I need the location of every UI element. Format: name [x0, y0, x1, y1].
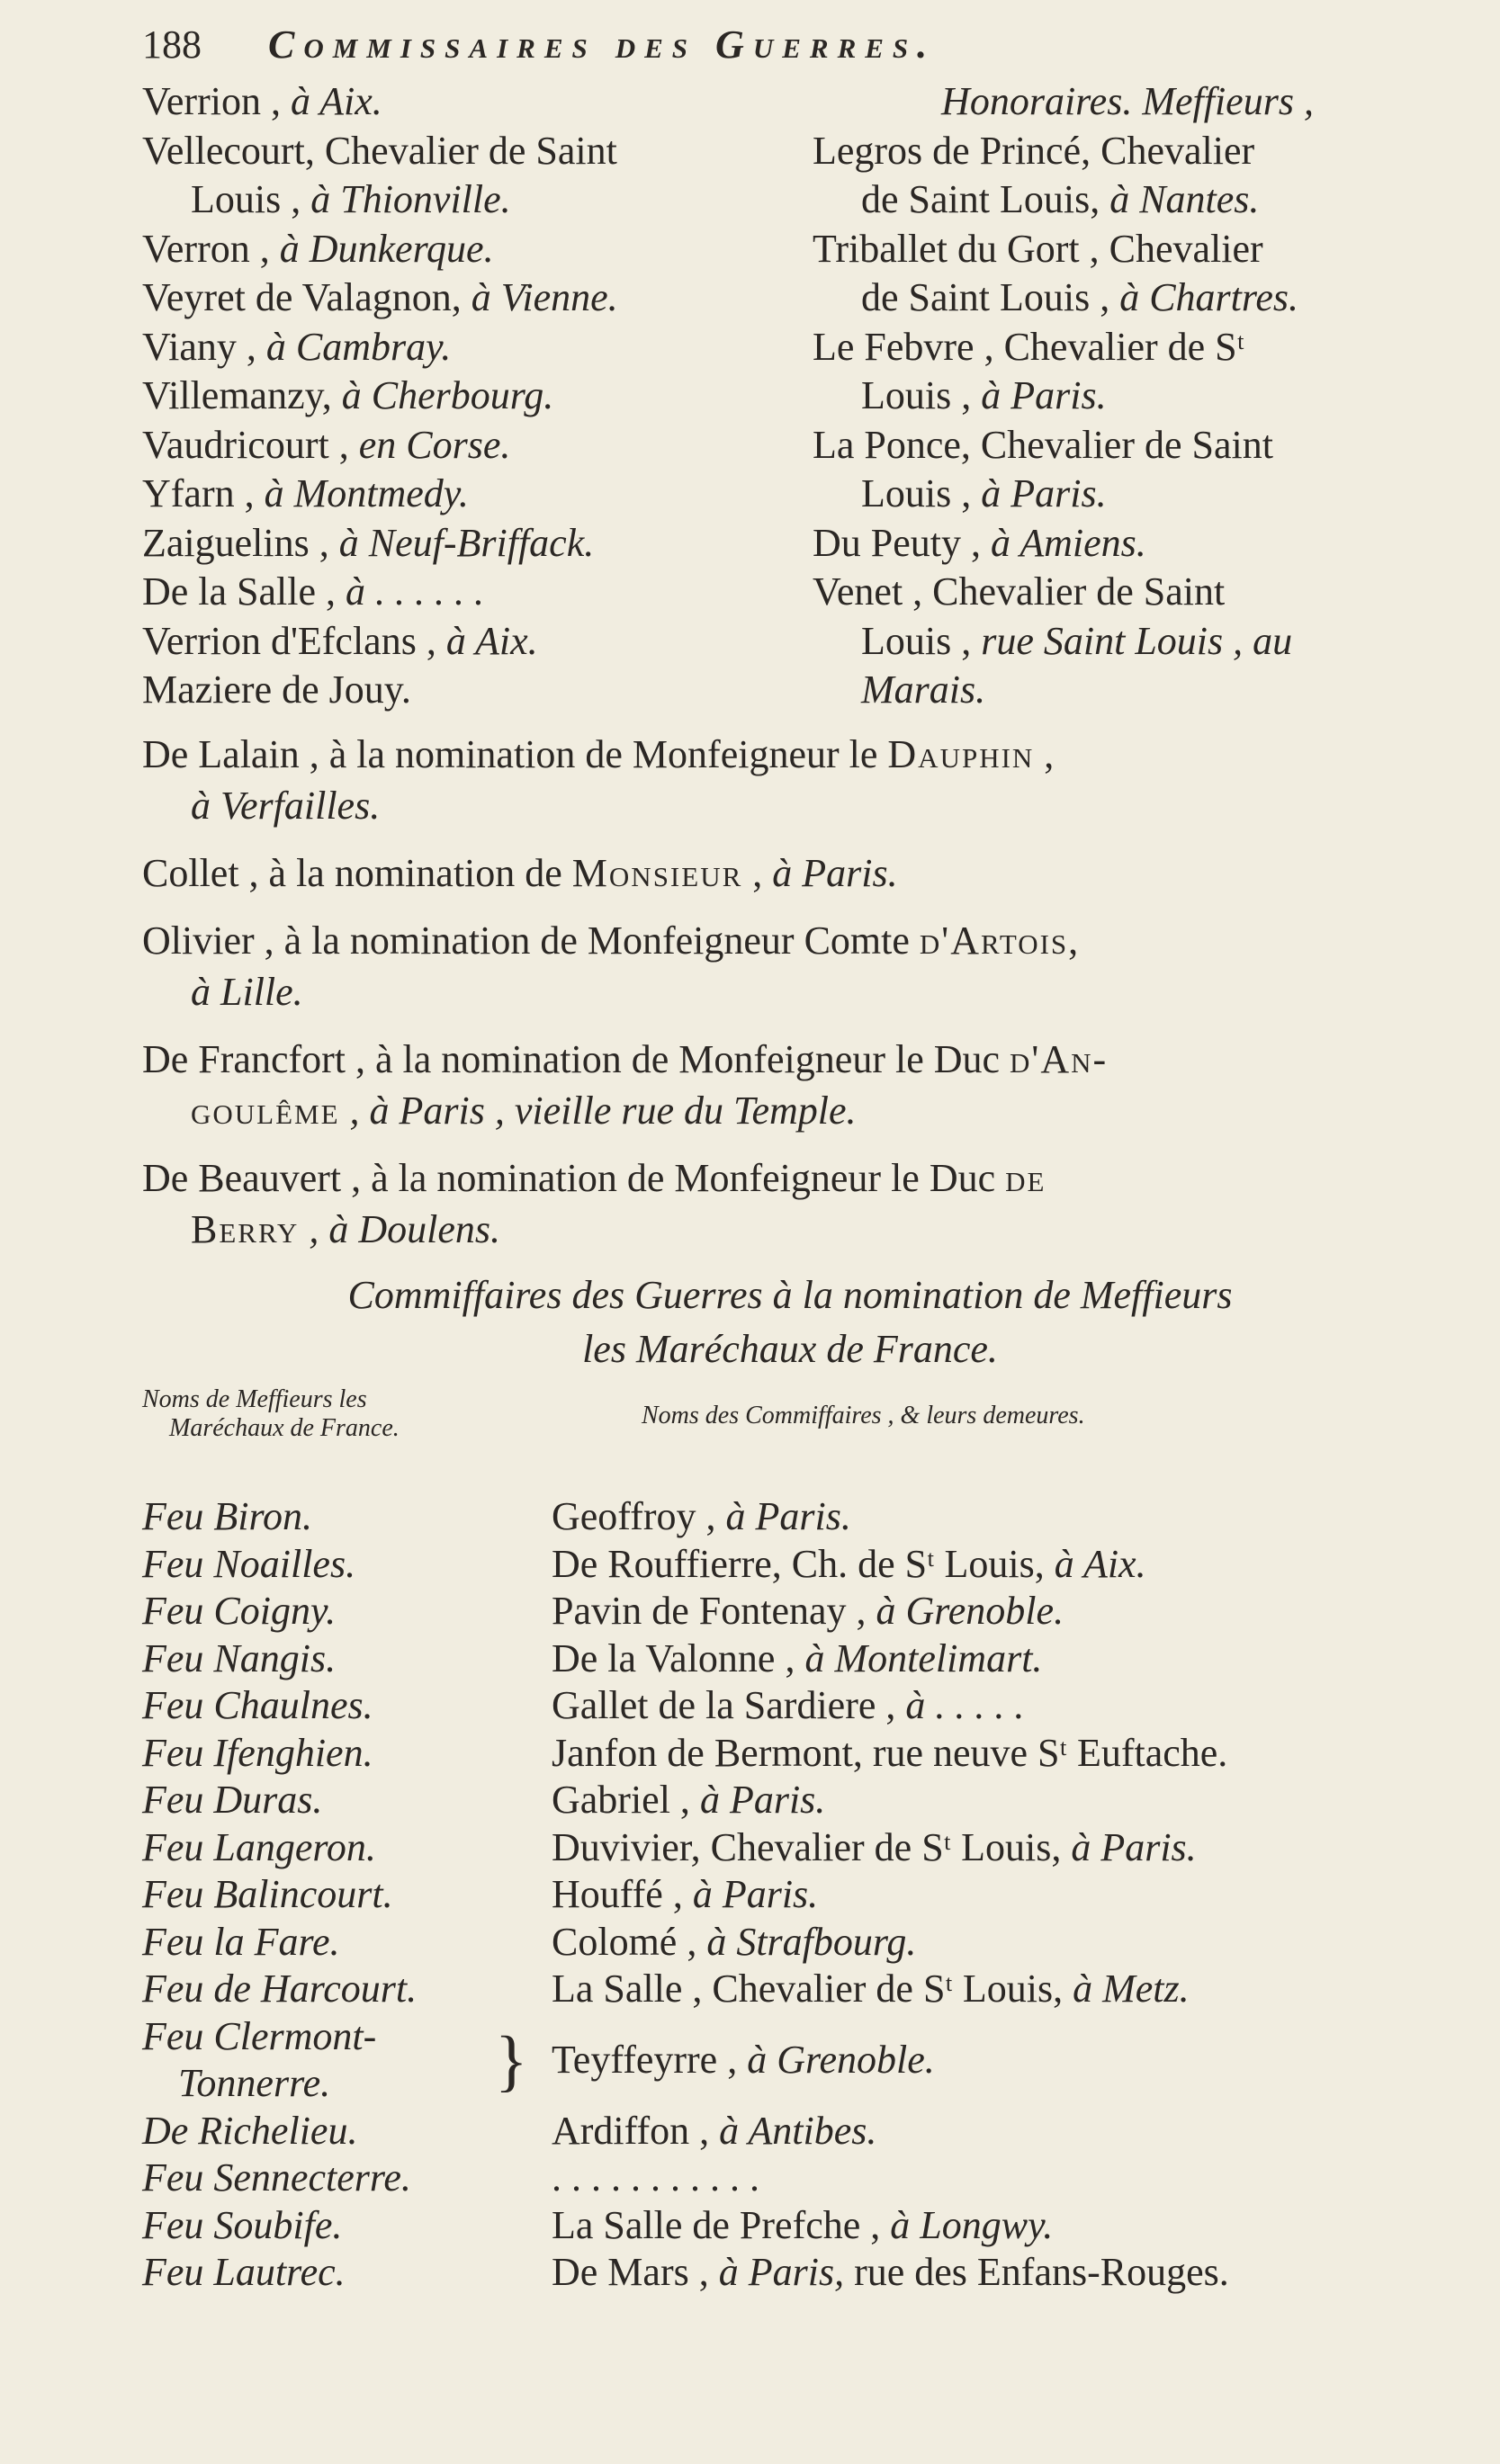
nomination-paragraph: Olivier , à la nomination de Monfeigneur Comte d'Artois, à Lille. [142, 918, 1079, 1014]
list-item: Verrion , à Aix. [142, 79, 382, 123]
nomination-paragraph: De Lalain , à la nomination de Monfeigneur le Dauphin , à Verfailles. [142, 732, 1055, 828]
list-item: Veyret de Valagnon, à Vienne. [142, 275, 618, 319]
right-column-list [813, 77, 1442, 715]
list-item: Zaiguelins , à Neuf-Briffack. [142, 520, 595, 565]
list-item: Louis , à Paris. [861, 471, 1107, 515]
table-row: Feu Clermont- Tonnerre. } Teyffeyrre , à Grenoble. [142, 2013, 935, 2105]
list-item: Louis , rue Saint Louis , au [861, 618, 1293, 663]
page-number: 188 [142, 22, 202, 67]
list-item: Verron , à Dunkerque. [142, 226, 494, 271]
list-item: Vaudricourt , en Corse. [142, 422, 511, 467]
nomination-paragraph: De Beauvert , à la nomination de Monfeigneur le Duc de Berry , à Doulens. [142, 1156, 1046, 1251]
table-row: Feu la Fare. Colomé , à Strafbourg. [142, 1919, 917, 1964]
list-item: Venet , Chevalier de Saint [813, 569, 1226, 614]
commissaires-table [142, 1493, 1438, 2297]
table-row: Feu Biron. Geoffroy , à Paris. [142, 1494, 851, 1538]
table-row: Feu Lautrec. De Mars , à Paris, rue des Enfans-Rouges. [142, 2250, 1229, 2294]
nominations [142, 729, 1438, 1271]
list-item: Villemanzy, à Cherbourg. [142, 373, 554, 417]
header-commissaires: Noms des Commiffaires , & leurs demeures. [642, 1402, 1085, 1429]
table-row: Feu Langeron. Duvivier, Chevalier de Sᵗ Louis, à Paris. [142, 1824, 1197, 1869]
list-heading: Honoraires. Meffieurs , [941, 79, 1314, 123]
list-item: La Ponce, Chevalier de Saint [813, 422, 1273, 467]
header-marshals: Noms de Meffieurs les Maréchaux de France. [142, 1385, 400, 1442]
table-row: Feu Sennecterre. . . . . . . . . . . . [142, 2155, 759, 2200]
list-item: Yfarn , à Montmedy. [142, 471, 469, 515]
table-row: Feu Chaulnes. Gallet de la Sardiere , à . . . . . [142, 1683, 1025, 1727]
nomination-paragraph: Collet , à la nomination de Monsieur , à Paris. [142, 851, 898, 895]
list-item: Louis , à Thionville. [191, 177, 511, 221]
table-row: Feu Balincourt. Houffé , à Paris. [142, 1872, 819, 1916]
table-row: Feu Noailles. De Rouffierre, Ch. de Sᵗ Louis, à Aix. [142, 1541, 1146, 1586]
list-item: Triballet du Gort , Chevalier [813, 226, 1263, 271]
list-item: Viany , à Cambray. [142, 324, 452, 369]
table-row: Feu Coigny. Pavin de Fontenay , à Grenoble. [142, 1589, 1064, 1633]
table-row: De Richelieu. Ardiffon , à Antibes. [142, 2108, 877, 2153]
list-item: Maziere de Jouy. [142, 668, 411, 712]
brace-glyph: } [495, 2022, 528, 2099]
list-item: Vellecourt, Chevalier de Saint [142, 128, 617, 173]
list-item: Louis , à Paris. [861, 373, 1107, 417]
left-column-list [142, 77, 772, 715]
list-item: Le Febvre , Chevalier de Sᵗ [813, 324, 1245, 369]
running-title: Commissaires des Guerres. [268, 22, 937, 67]
table-row: Feu Ifenghien. Janfon de Bermont, rue neuve Sᵗ Euftache. [142, 1730, 1228, 1775]
section-title: Commiffaires des Guerres à la nomination de Meffieurs les Maréchaux de France. [347, 1273, 1233, 1371]
list-item: Verrion d'Efclans , à Aix. [142, 618, 538, 663]
list-item: de Saint Louis , à Chartres. [861, 275, 1299, 319]
table-row: Feu de Harcourt. La Salle , Chevalier de Sᵗ Louis, à Metz. [142, 1967, 1190, 2011]
table-row: Feu Nangis. De la Valonne , à Montelimart. [142, 1635, 1043, 1680]
page-header [142, 18, 1438, 72]
list-item: de Saint Louis, à Nantes. [861, 177, 1260, 221]
list-item: Marais. [861, 668, 986, 712]
nomination-paragraph: De Francfort , à la nomination de Monfeigneur le Duc d'An- goulême , à Paris , vieille rue du Temple. [142, 1037, 1109, 1133]
list-item: Legros de Princé, Chevalier [813, 128, 1255, 173]
list-item: Du Peuty , à Amiens. [813, 520, 1146, 565]
table-row: Feu Soubife. La Salle de Prefche , à Longwy. [142, 2202, 1054, 2247]
table-row: Feu Duras. Gabriel , à Paris. [142, 1778, 826, 1822]
list-item: De la Salle , à . . . . . . [142, 569, 485, 614]
